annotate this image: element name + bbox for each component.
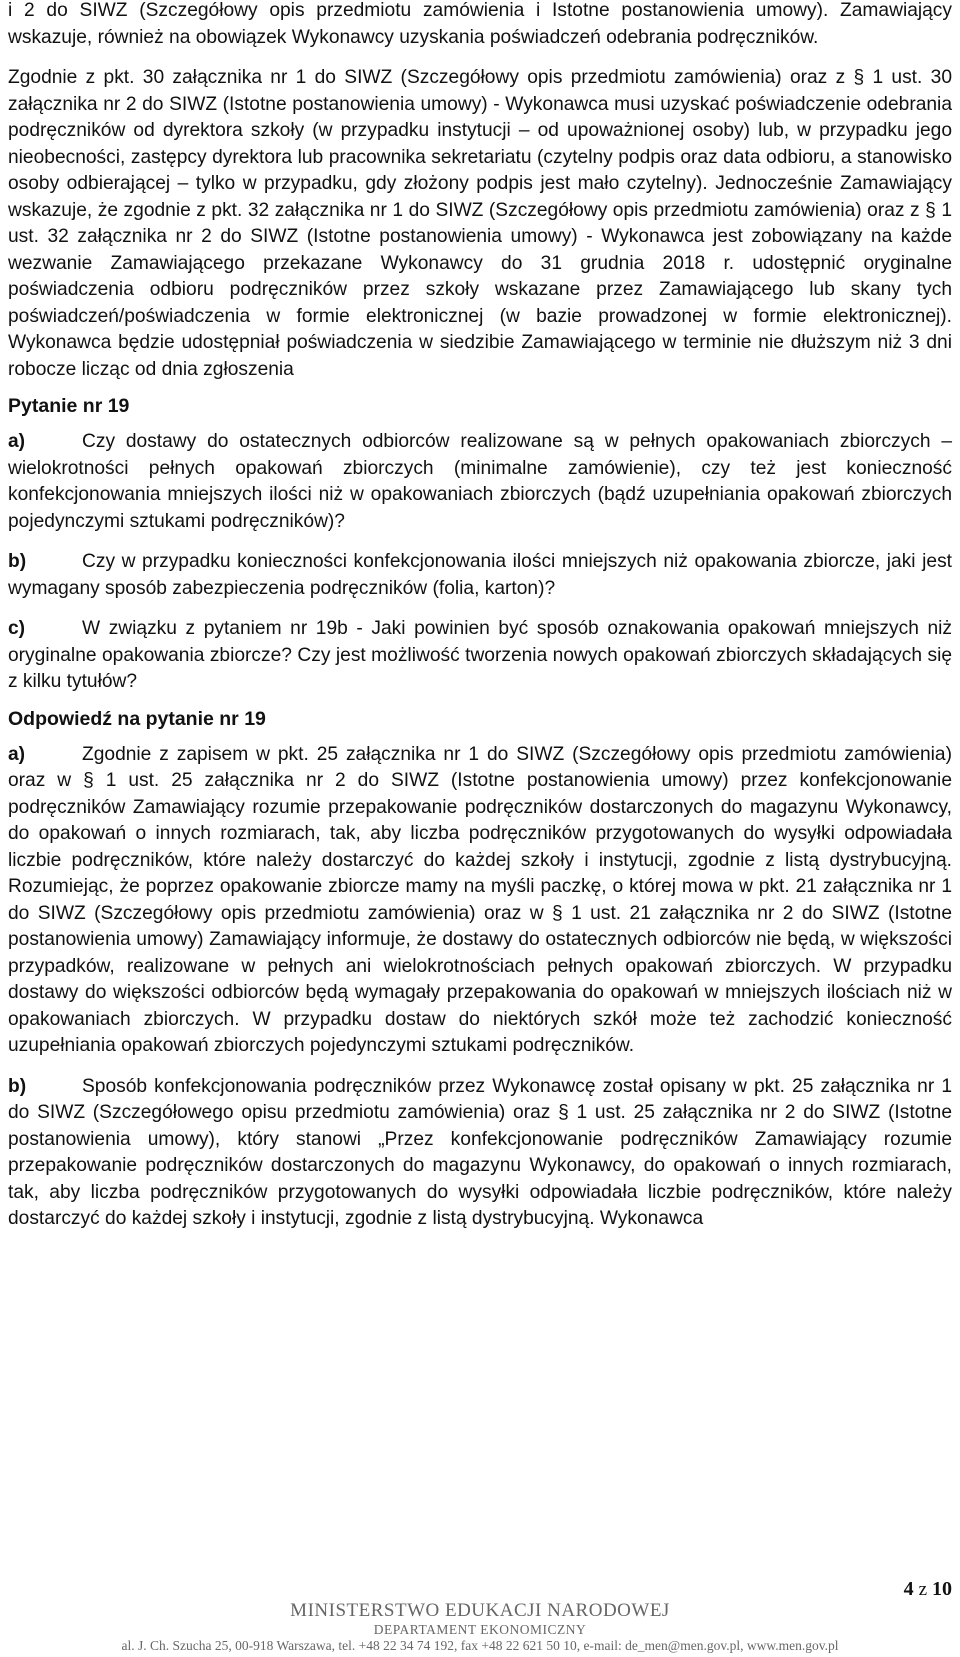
page-total: 10 <box>932 1578 952 1600</box>
question-item-c <box>8 616 952 696</box>
item-letter: a) <box>8 431 26 452</box>
question-item-a <box>8 429 952 535</box>
item-letter: a) <box>8 743 26 765</box>
question-item-b <box>8 549 952 602</box>
document-page <box>8 0 952 1233</box>
item-text: Zgodnie z zapisem w pkt. 25 załącznika nr 1 do SIWZ (Szczegółowy opis przedmiotu zamówienia) oraz w § 1 ust. 25 załącznika nr 2 do SIWZ (Istotne postanowienia umowy) przez konfekcjonowanie podręczników Zamawiający rozumie przepakowanie podręczników dostarczonych do magazynu Wykonawcy, do opakowań o innych rozmiarach, tak, aby liczba podręczników przygotowanych do wysyłki odpowiadała liczbie podręczników, które należy dostarczyć do każdej szkoły i instytucji, zgodnie z listą dystrybucyjną. Rozumiejąc, że poprzez opakowanie zbiorcze mamy na myśli paczkę, o której mowa w pkt. 21 załącznika nr 1 do SIWZ (Szczegółowy opis przedmiotu zamówienia) oraz w § 1 ust. 21 załącznika nr 2 do SIWZ (Istotne postanowienia umowy) Zamawiający informuje, że dostawy do ostatecznych odbiorców nie będą, w większości przypadków, realizowane w pełnych ani wielokrotnościach pełnych opakowań zbiorczych. W przypadku dostawy do większości odbiorców będą wymagały przepakowania do opakowań w mniejszych ilościach niż w opakowaniach zbiorczych. W przypadku dostaw do niektórych szkół może też zachodzić konieczność uzupełniania opakowań zbiorczych pojedynczymi sztukami podręczników. <box>8 743 952 1056</box>
answer-item-a <box>8 742 952 1060</box>
department-name: DEPARTAMENT EKONOMICZNY <box>373 1622 587 1637</box>
item-letter: b) <box>8 551 27 572</box>
question-heading: Pytanie nr 19 <box>8 395 130 417</box>
paragraph-siwz-intro: i 2 do SIWZ (Szczegółowy opis przedmiotu zamówienia i Istotne postanowienia umowy). Zamawiający wskazuje, również na obowiązek Wykonawcy uzyskania poświadczeń odebrania podręczników. <box>8 0 952 48</box>
page-current: 4 <box>903 1578 914 1600</box>
item-text: W związku z pytaniem nr 19b - Jaki powinien być sposób oznakowania opakowań mniejszych niż oryginalne opakowania zbiorcze? Czy jest możliwość tworzenia nowych opakowań zbiorczych składających się z kilku tytułów? <box>8 618 952 692</box>
page-separator: z <box>918 1579 927 1600</box>
item-text: Czy dostawy do ostatecznych odbiorców realizowane są w pełnych opakowaniach zbiorczych – wielokrotności pełnych opakowań zbiorczych (minimalne zamówienie), czy też jest konieczność konfekcjonowania mniejszych ilości niż w opakowaniach zbiorczych (bądź uzupełniania opakowań zbiorczych pojedynczymi sztukami podręczników)? <box>8 431 952 532</box>
item-letter: c) <box>8 618 26 639</box>
item-text: Czy w przypadku konieczności konfekcjonowania ilości mniejszych niż opakowania zbiorcze, jaki jest wymagany sposób zabezpieczenia podręczników (folia, karton)? <box>8 551 952 599</box>
page-number <box>904 1578 952 1601</box>
answer-item-b <box>8 1074 952 1233</box>
answer-heading: Odpowiedź na pytanie nr 19 <box>8 707 266 730</box>
item-letter: b) <box>8 1075 27 1097</box>
item-text: Sposób konfekcjonowania podręczników przez Wykonawcę został opisany w pkt. 25 załącznika nr 1 do SIWZ (Szczegółowego opisu przedmiotu zamówienia) oraz § 1 ust. 25 załącznika nr 2 do SIWZ (Istotne postanowienia umowy), który stanowi „Przez konfekcjonowanie podręczników Zamawiający rozumie przepakowanie podręczników dostarczonych do magazynu Wykonawcy, do opakowań o innych rozmiarach, tak, aby liczba podręczników przygotowanych do wysyłki odpowiadała liczbie podręczników, które należy dostarczyć do każdej szkoły i instytucji, zgodnie z listą dystrybucyjną. Wykonawca <box>8 1075 952 1229</box>
footer-address: al. J. Ch. Szucha 25, 00-918 Warszawa, tel. +48 22 34 74 192, fax +48 22 621 50 10, e-mail: de_men@men.gov.pl, www.men.gov.pl <box>121 1638 839 1653</box>
ministry-name: MINISTERSTWO EDUKACJI NARODOWEJ <box>290 1600 670 1621</box>
paragraph-poswiadczenie: Zgodnie z pkt. 30 załącznika nr 1 do SIWZ (Szczegółowy opis przedmiotu zamówienia) oraz z § 1 ust. 30 załącznika nr 2 do SIWZ (Istotne postanowienia umowy) - Wykonawca musi uzyskać poświadczenie odebrania podręczników od dyrektora szkoły (w przypadku instytucji – od upoważnionej osoby) lub, w przypadku jego nieobecności, zastępcy dyrektora lub pracownika sekretariatu (czytelny podpis oraz data odbioru, a stanowisko osoby odbierającej – tylko w przypadku, gdy złożony podpis jest mało czytelny). Jednocześnie Zamawiający wskazuje, że zgodnie z pkt. 32 załącznika nr 1 do SIWZ (Szczegółowy opis przedmiotu zamówienia) oraz z § 1 ust. 32 załącznika nr 2 do SIWZ (Istotne postanowienia umowy) - Wykonawca jest zobowiązany na każde wezwanie Zamawiającego przekazane Wykonawcy do 31 grudnia 2018 r. udostępnić oryginalne poświadczenia odbioru podręczników przez szkoły wskazane przez Zamawiającego lub skany tych poświadczeń/poświadczenia w formie elektronicznej (w bazie prowadzonej w formie elektronicznej). Wykonawca będzie udostępniał poświadczenia w siedzibie Zamawiającego w terminie nie dłuższym niż 3 dni robocze licząc od dnia zgłoszenia <box>8 67 952 380</box>
